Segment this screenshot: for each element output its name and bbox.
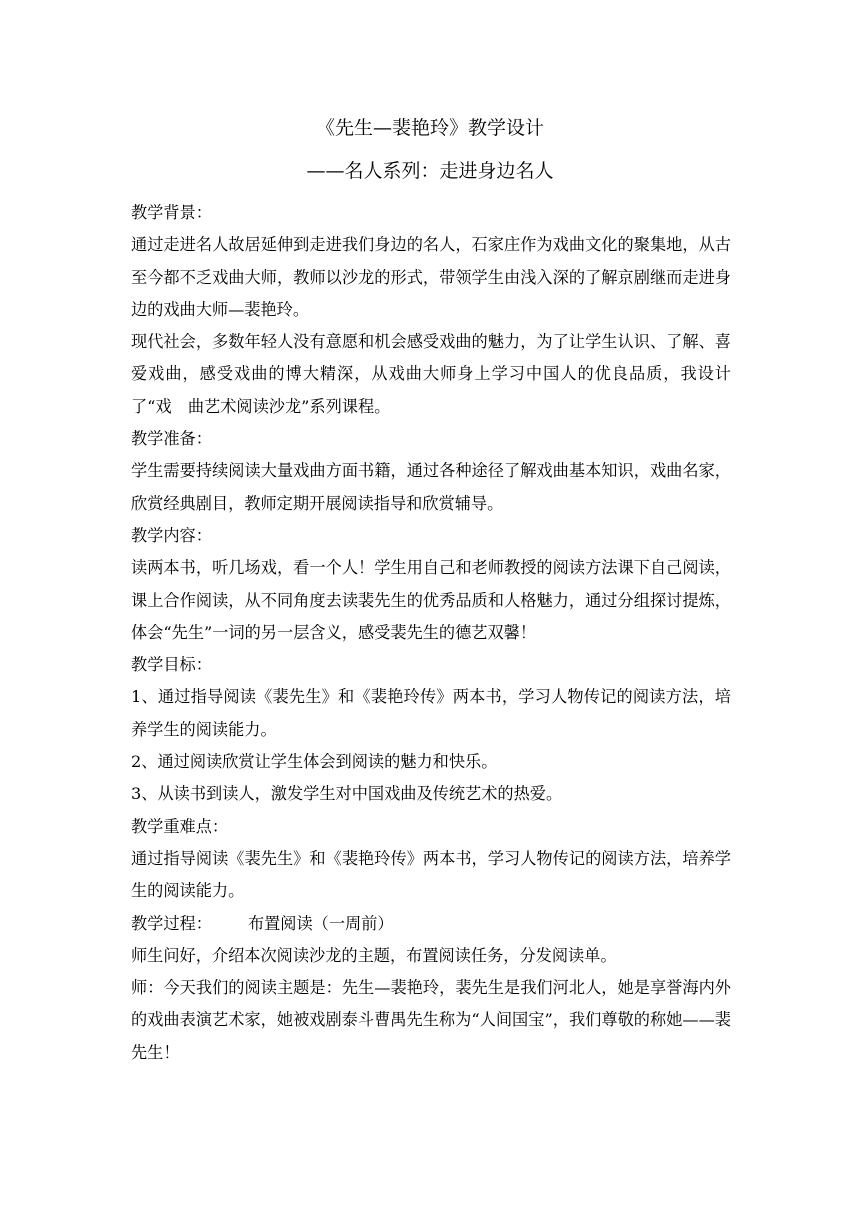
paragraph-process-2: 师：今天我们的阅读主题是：先生—裴艳玲，裴先生是我们河北人，她是享誉海内外的戏曲表演艺术家，她被戏剧泰斗曹禺先生称为“人间国宝”，我们尊敬的称她——裴先生！ xyxy=(131,978,731,1062)
goal-item-1: 1、通过指导阅读《裴先生》和《裴艳玲传》两本书，学习人物传记的阅读方法，培养学生的阅读能力。 xyxy=(131,687,731,739)
paragraph-preparation: 学生需要持续阅读大量戏曲方面书籍，通过各种途径了解戏曲基本知识，戏曲名家，欣赏经典剧目，教师定期开展阅读指导和欣赏辅导。 xyxy=(131,461,731,513)
section-heading-content: 教学内容： xyxy=(131,525,212,545)
paragraph-background-1: 通过走进名人故居延伸到走进我们身边的名人，石家庄作为戏曲文化的聚集地，从古至今都不乏戏曲大师，教师以沙龙的形式，带领学生由浅入深的了解京剧继而走进身边的戏曲大师—裴艳玲。 xyxy=(131,235,731,319)
paragraph-process-1: 师生问好，介绍本次阅读沙龙的主题，布置阅读任务，分发阅读单。 xyxy=(131,945,617,965)
goal-item-2: 2、通过阅读欣赏让学生体会到阅读的魅力和快乐。 xyxy=(131,752,498,772)
document-title: 《先生—裴艳玲》教学设计 xyxy=(315,117,544,139)
process-step-label: 布置阅读（一周前） xyxy=(247,913,394,933)
document-subtitle: ——名人系列：走进身边名人 xyxy=(306,160,554,182)
section-heading-background: 教学背景： xyxy=(131,203,212,222)
process-line xyxy=(131,908,731,940)
paragraph-content: 读两本书，听几场戏，看一个人！学生用自己和老师教授的阅读方法课下自己阅读，课上合作阅读，从不同角度去读裴先生的优秀品质和人格魅力，通过分组探讨提炼，体会“先生”一词的另一层含义，感受裴先生的德艺双馨！ xyxy=(131,558,731,642)
section-heading-key-points: 教学重难点： xyxy=(131,816,229,836)
paragraph-background-2: 现代社会，多数年轻人没有意愿和机会感受戏曲的魅力，为了让学生认识、了解、喜爱戏曲，感受戏曲的博大精深，从戏曲大师身上学习中国人的优良品质，我设计了“戏 曲艺术阅读沙龙”系列课程。 xyxy=(131,332,731,416)
section-heading-process: 教学过程： xyxy=(131,913,212,933)
goal-item-3: 3、从读书到读人，激发学生对中国戏曲及传统艺术的热爱。 xyxy=(131,784,563,804)
paragraph-key-points: 通过指导阅读《裴先生》和《裴艳玲传》两本书，学习人物传记的阅读方法，培养学生的阅读能力。 xyxy=(131,848,731,901)
document-body xyxy=(131,197,731,1069)
section-heading-goals: 教学目标： xyxy=(131,655,212,675)
section-heading-preparation: 教学准备： xyxy=(131,429,212,449)
